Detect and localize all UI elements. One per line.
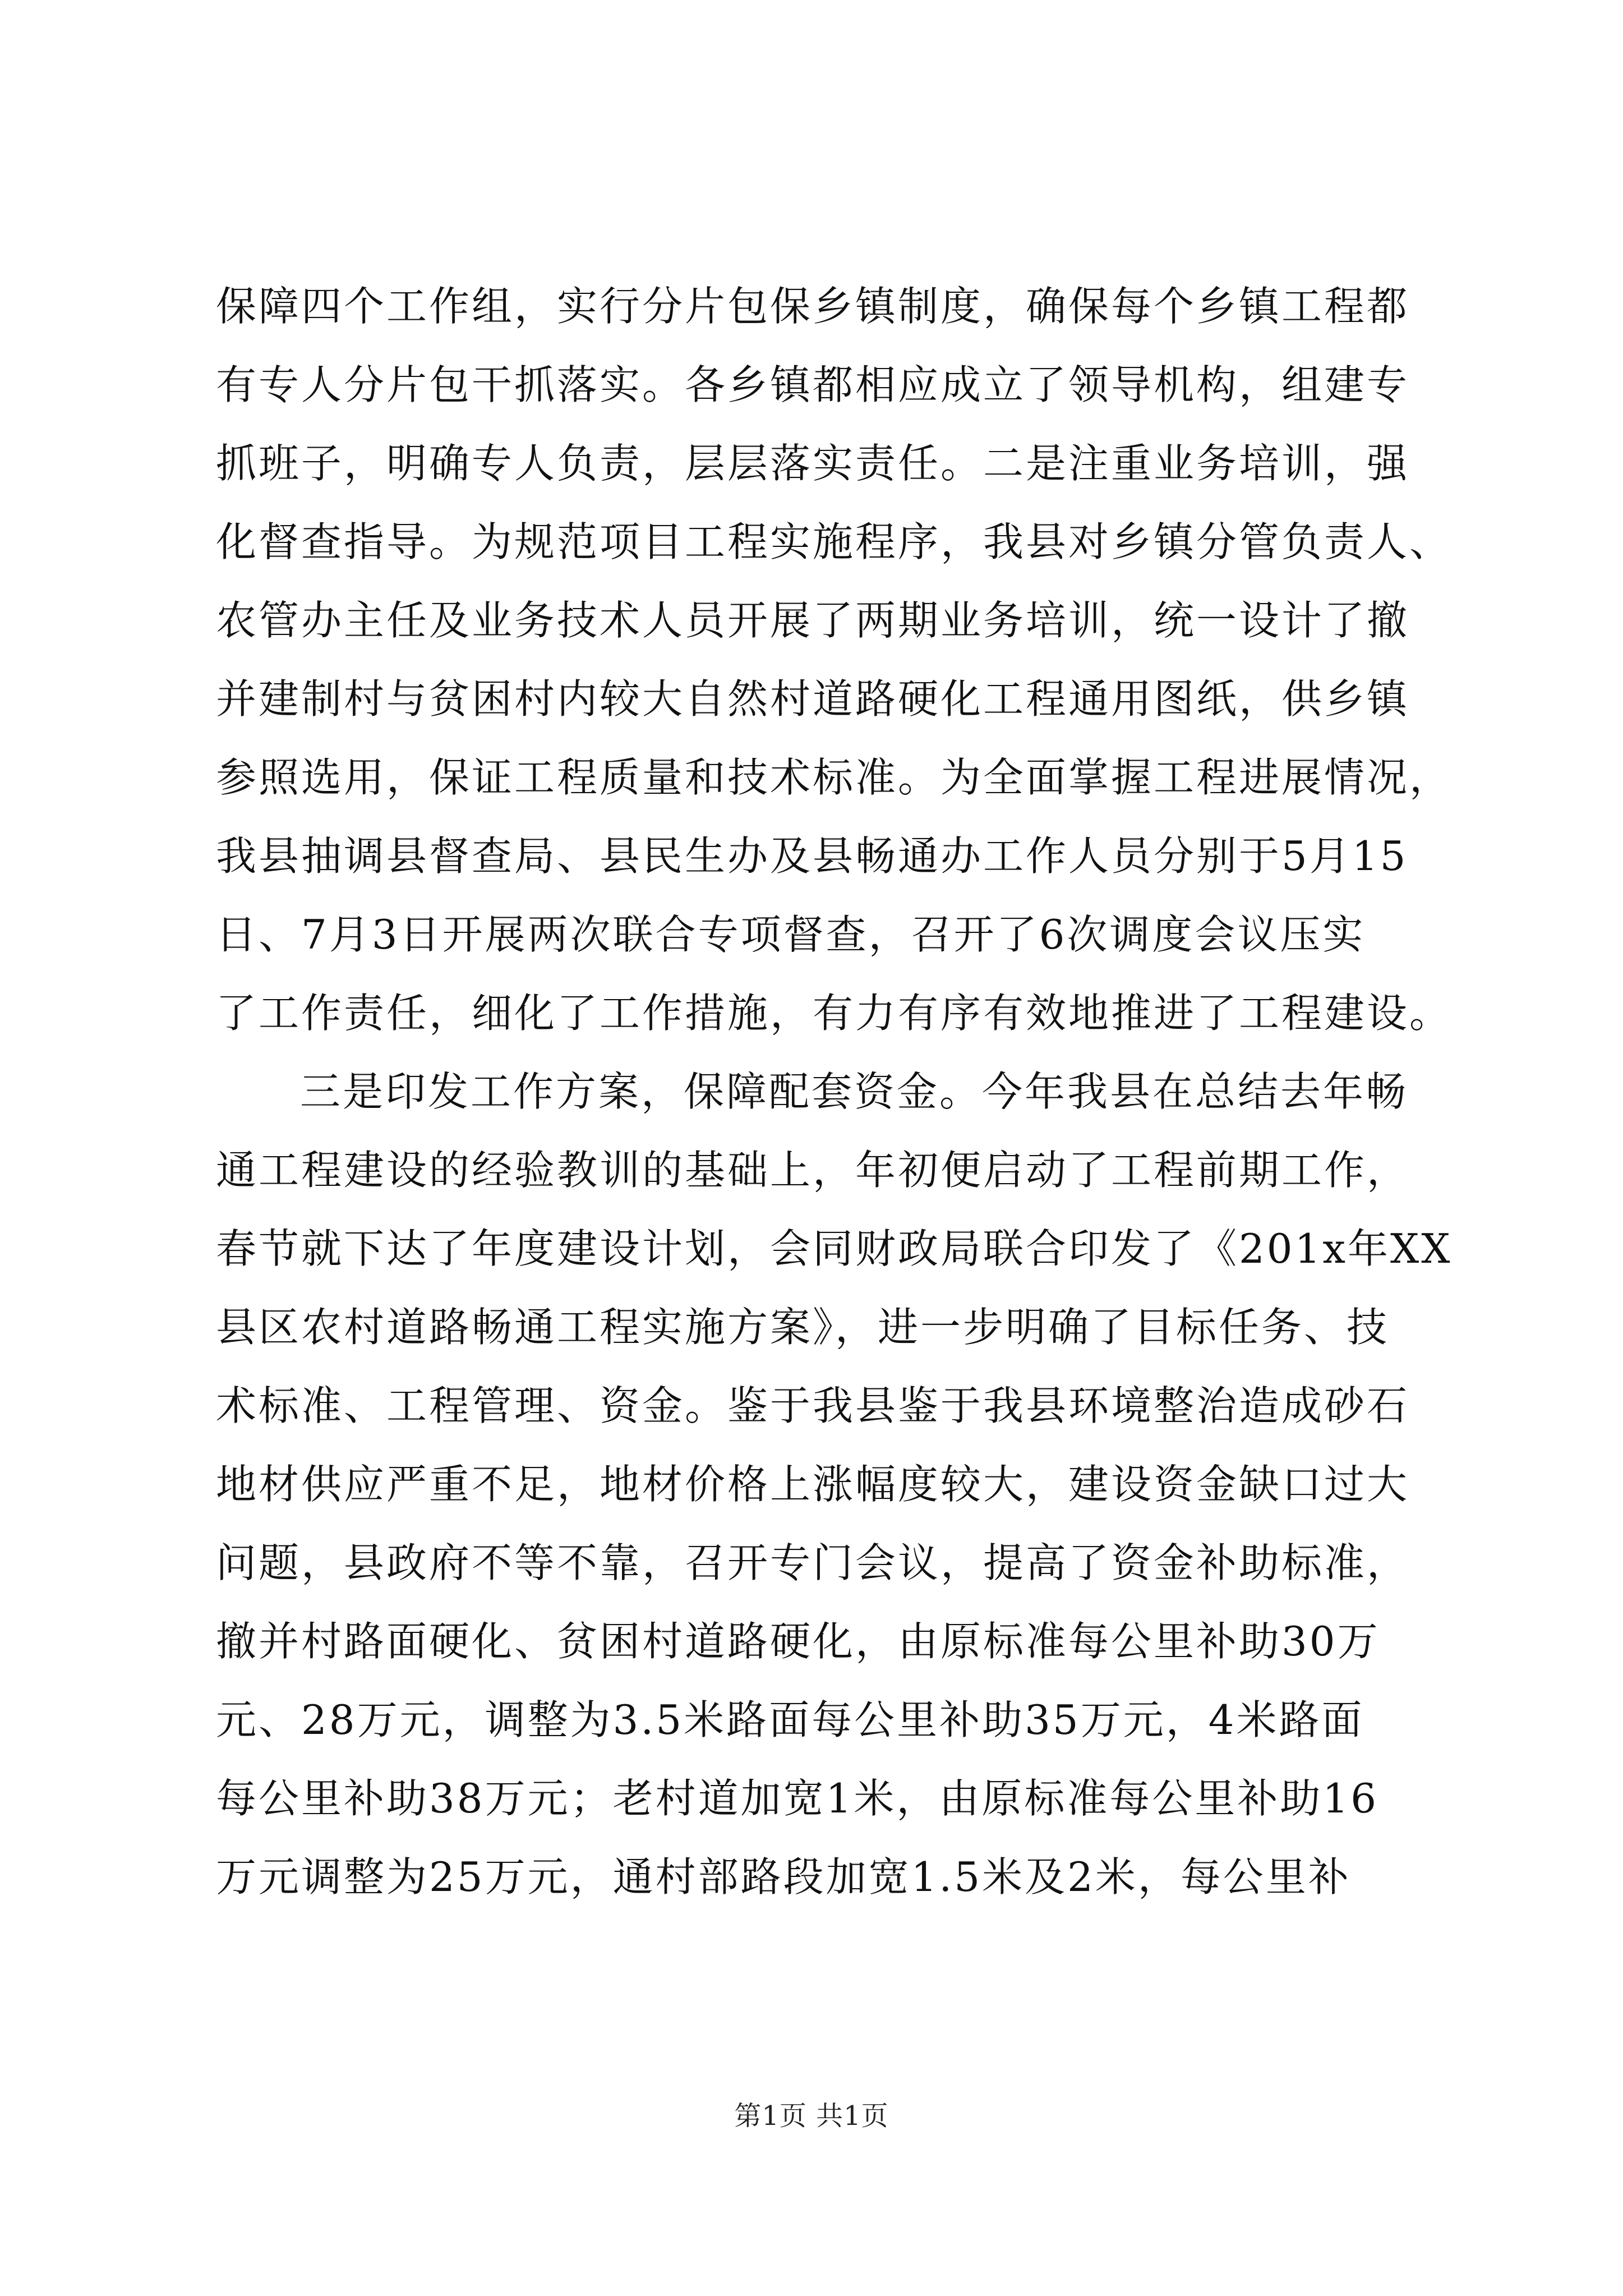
text-line: 元、28万元，调整为3.5米路面每公里补助35万元，4米路面 — [216, 1696, 1364, 1743]
text-line: 问题，县政府不等不靠，召开专门会议，提高了资金补助标准， — [216, 1539, 1410, 1586]
text-line: 参照选用，保证工程质量和技术标准。为全面掌握工程进展情况， — [216, 754, 1453, 801]
text-line: 日、7月3日开展两次联合专项督查，召开了6次调度会议压实 — [216, 911, 1366, 958]
text-line: 每公里补助38万元；老村道加宽1米，由原标准每公里补助16 — [216, 1775, 1379, 1822]
text-line: 抓班子，明确专人负责，层层落实责任。二是注重业务培训，强 — [216, 440, 1410, 487]
text-line: 县区农村道路畅通工程实施方案》，进一步明确了目标任务、技 — [216, 1304, 1390, 1351]
paragraph-start-line: 三是印发工作方案，保障配套资金。今年我县在总结去年畅 — [300, 1068, 1409, 1115]
text-line: 农管办主任及业务技术人员开展了两期业务培训，统一设计了撤 — [216, 597, 1410, 644]
text-line: 化督查指导。为规范项目工程实施程序，我县对乡镇分管负责人、 — [216, 518, 1453, 565]
document-body — [216, 267, 1453, 1916]
page-number-label: 第1页 共1页 — [734, 2100, 889, 2132]
text-line: 地材供应严重不足，地材价格上涨幅度较大，建设资金缺口过大 — [216, 1461, 1410, 1508]
text-line: 春节就下达了年度建设计划，会同财政局联合印发了《201x年XX — [216, 1225, 1453, 1272]
page-footer — [0, 2099, 1623, 2133]
text-line: 有专人分片包干抓落实。各乡镇都相应成立了领导机构，组建专 — [216, 361, 1410, 408]
text-line: 保障四个工作组，实行分片包保乡镇制度，确保每个乡镇工程都 — [216, 283, 1410, 330]
text-line: 万元调整为25万元，通村部路段加宽1.5米及2米，每公里补 — [216, 1853, 1351, 1901]
text-line: 术标准、工程管理、资金。鉴于我县鉴于我县环境整治造成砂石 — [216, 1382, 1410, 1429]
text-line: 了工作责任，细化了工作措施，有力有序有效地推进了工程建设。 — [216, 990, 1453, 1037]
text-line: 并建制村与贫困村内较大自然村道路硬化工程通用图纸，供乡镇 — [216, 675, 1410, 723]
text-line: 通工程建设的经验教训的基础上，年初便启动了工程前期工作， — [216, 1147, 1410, 1194]
text-line: 撤并村路面硬化、贫困村道路硬化，由原标准每公里补助30万 — [216, 1618, 1380, 1665]
text-line: 我县抽调县督查局、县民生办及县畅通办工作人员分别于5月15 — [216, 832, 1408, 880]
